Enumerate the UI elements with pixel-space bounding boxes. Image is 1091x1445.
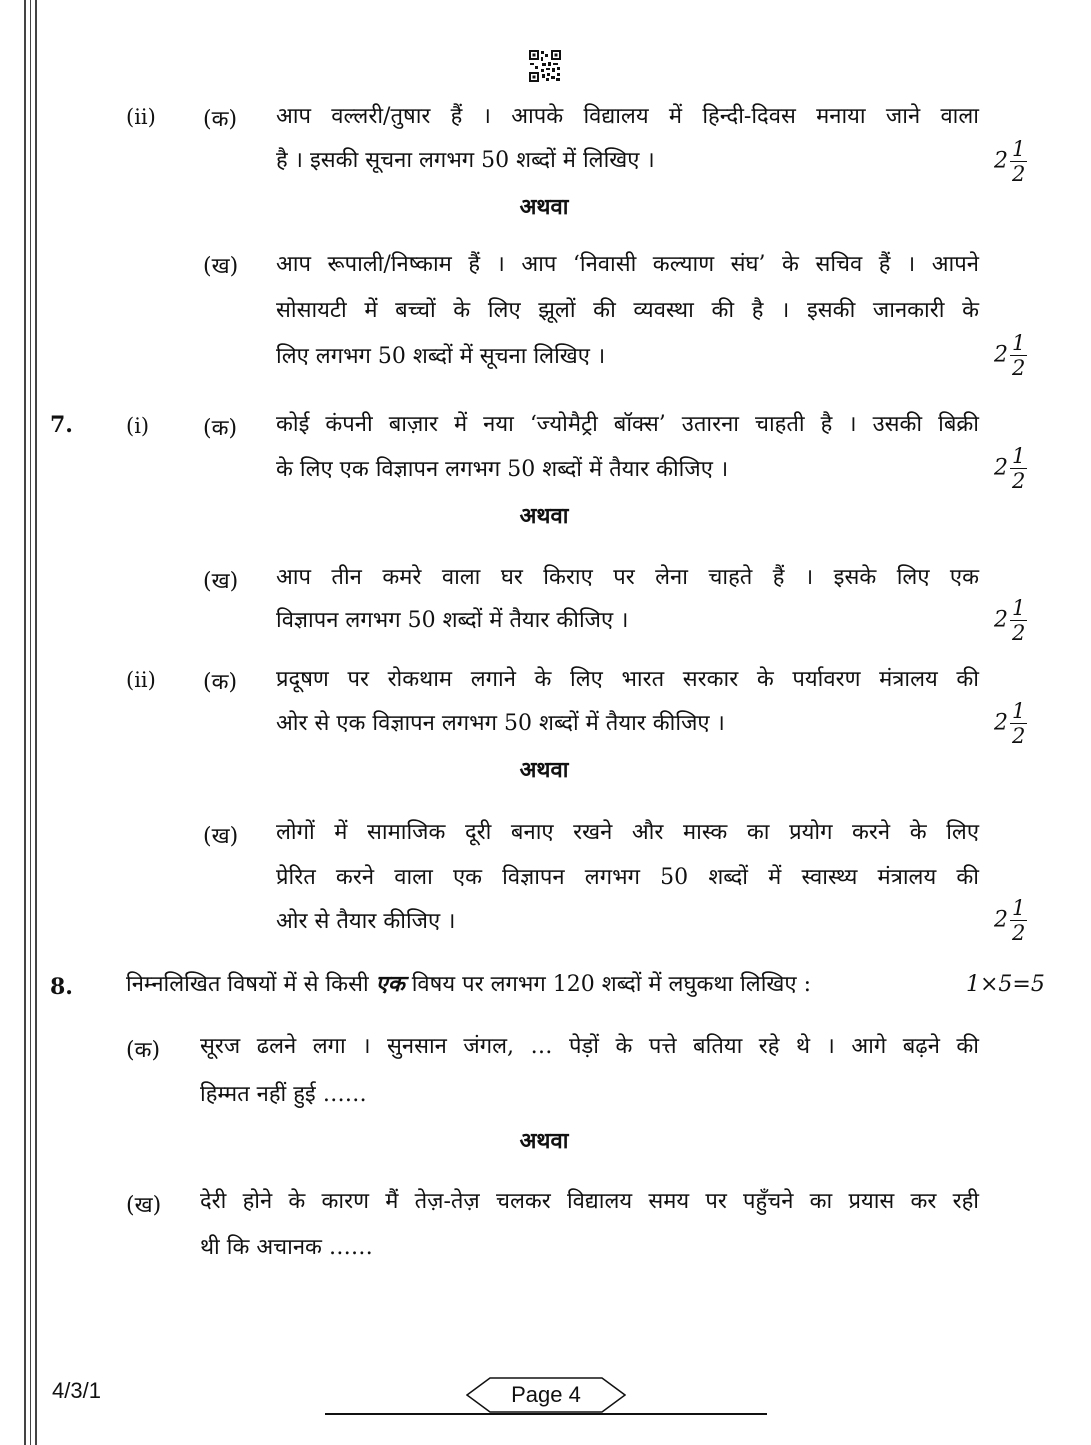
question-stem-text: विषय पर लगभग 120 शब्दों में लघुकथा लिखिए : (411, 972, 811, 997)
marks: 1×5=5 (966, 972, 1045, 997)
question-number: 7. (50, 412, 73, 438)
question-stem (126, 962, 956, 1007)
marks-numerator: 1 (1012, 699, 1026, 723)
option-text: लिए लगभग 50 शब्दों में सूचना लिखिए । (276, 344, 606, 369)
option-text: प्रेरित करने वाला एक विज्ञापन लगभग 50 शब्दों में स्वास्थ्य मंत्रालय की (276, 865, 979, 890)
or-divider: अथवा (519, 503, 569, 529)
page-number: Page 4 (511, 1382, 581, 1407)
option-text: है । इसकी सूचना लगभग 50 शब्दों में लिखिए । (276, 148, 655, 173)
question-stem-text: निम्नलिखित विषयों में से किसी (126, 972, 369, 997)
option-text: आप वल्लरी/तुषार हैं । आपके विद्यालय में हिन्दी-दिवस मनाया जाने वाला (276, 104, 979, 129)
marks-denominator: 2 (1012, 356, 1026, 380)
margin-rule (24, 0, 26, 1445)
margin-rule (35, 0, 37, 1445)
marks-denominator: 2 (1012, 469, 1026, 493)
marks (994, 137, 1027, 186)
marks-numerator: 1 (1012, 596, 1026, 620)
marks-numerator: 1 (1012, 331, 1026, 355)
option-text: ओर से एक विज्ञापन लगभग 50 शब्दों में तैयार कीजिए । (276, 711, 725, 736)
qr-code-icon (529, 50, 561, 82)
option-text: के लिए एक विज्ञापन लगभग 50 शब्दों में तैयार कीजिए । (276, 457, 729, 482)
option-text: हिम्मत नहीं हुई …… (200, 1082, 367, 1107)
question-stem-emphasis: एक (375, 971, 405, 997)
marks (994, 444, 1027, 493)
marks (994, 596, 1027, 645)
marks (994, 699, 1027, 748)
paper-code: 4/3/1 (52, 1378, 101, 1403)
option-text: आप रूपाली/निष्काम हैं । आप ‘निवासी कल्याण संघ’ के सचिव हैं । आपने (276, 252, 979, 277)
option-label: (क) (203, 107, 238, 132)
option-text: सूरज ढलने लगा । सुनसान जंगल, … पेड़ों के पत्ते बतिया रहे थे । आगे बढ़ने की (200, 1034, 979, 1059)
or-divider: अथवा (519, 1128, 569, 1154)
option-text: सोसायटी में बच्चों के लिए झूलों की व्यवस्था की है । इसकी जानकारी के (276, 298, 979, 323)
option-label: (ख) (203, 569, 239, 594)
option-label: (ख) (203, 254, 239, 279)
marks-denominator: 2 (1012, 724, 1026, 748)
marks-denominator: 2 (1012, 621, 1026, 645)
footer-rule (325, 1413, 767, 1415)
marks-whole: 2 (994, 607, 1008, 633)
marks-whole: 2 (994, 148, 1008, 174)
marks-whole: 2 (994, 907, 1008, 933)
marks-whole: 2 (994, 710, 1008, 736)
option-text: लोगों में सामाजिक दूरी बनाए रखने और मास्क का प्रयोग करने के लिए (276, 820, 979, 845)
option-text: देरी होने के कारण मैं तेज़-तेज़ चलकर विद्यालय समय पर पहुँचने का प्रयास कर रही (200, 1189, 979, 1214)
or-divider: अथवा (519, 194, 569, 220)
marks-whole: 2 (994, 455, 1008, 481)
option-text: विज्ञापन लगभग 50 शब्दों में तैयार कीजिए । (276, 608, 629, 633)
marks (994, 331, 1027, 380)
marks-whole: 2 (994, 342, 1008, 368)
option-label: (क) (126, 1038, 161, 1063)
marks-numerator: 1 (1012, 137, 1026, 161)
marks-denominator: 2 (1012, 921, 1026, 945)
option-text: कोई कंपनी बाज़ार में नया ‘ज्योमैट्री बॉक्स’ उतारना चाहती है । उसकी बिक्री (276, 412, 979, 437)
marks-numerator: 1 (1012, 444, 1026, 468)
question-part-label: (i) (126, 414, 150, 438)
marks (994, 896, 1027, 945)
option-text: आप तीन कमरे वाला घर किराए पर लेना चाहते हैं । इसके लिए एक (276, 565, 979, 590)
option-label: (क) (203, 416, 238, 441)
question-number: 8. (50, 974, 73, 1000)
or-divider: अथवा (519, 757, 569, 783)
option-label: (ख) (126, 1193, 162, 1218)
question-part-label: (ii) (126, 668, 156, 692)
question-part-label: (ii) (126, 105, 156, 129)
option-label: (क) (203, 670, 238, 695)
option-text: ओर से तैयार कीजिए । (276, 909, 456, 934)
marks-numerator: 1 (1012, 896, 1026, 920)
marks-denominator: 2 (1012, 162, 1026, 186)
option-label: (ख) (203, 824, 239, 849)
option-text: थी कि अचानक …… (200, 1235, 373, 1260)
option-text: प्रदूषण पर रोकथाम लगाने के लिए भारत सरकार के पर्यावरण मंत्रालय की (276, 667, 979, 692)
margin-rule (30, 0, 31, 1445)
